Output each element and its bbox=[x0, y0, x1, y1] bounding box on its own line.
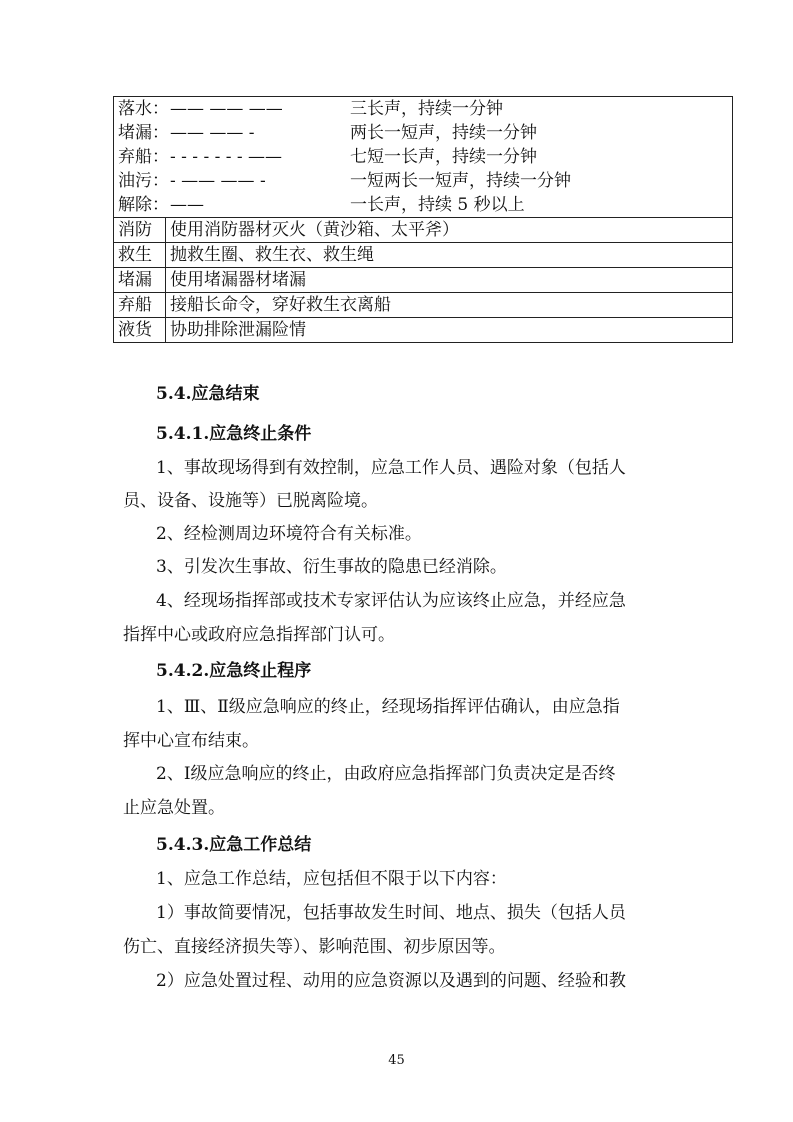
signal-label: 堵漏： bbox=[118, 123, 169, 143]
signal-desc: 两长一短声，持续一分钟 bbox=[350, 123, 537, 143]
section-heading: 5.4.2.应急终止程序 bbox=[156, 661, 312, 681]
paragraph-line: 4、经现场指挥部或技术专家评估认为应该终止应急，并经应急 bbox=[156, 591, 626, 611]
signal-pattern: - —— —— - bbox=[170, 171, 266, 191]
signal-label: 解除： bbox=[118, 195, 169, 215]
action-desc: 抛救生圈、救生衣、救生绳 bbox=[166, 243, 733, 268]
table-row bbox=[114, 243, 733, 268]
action-label: 弃船 bbox=[114, 293, 166, 318]
paragraph-line: 员、设备、设施等）已脱离险境。 bbox=[123, 491, 378, 511]
paragraph-line: 1、事故现场得到有效控制，应急工作人员、遇险对象（包括人 bbox=[156, 458, 626, 478]
paragraph-line: 挥中心宣布结束。 bbox=[123, 731, 259, 751]
action-desc: 协助排除泄漏险情 bbox=[166, 318, 733, 343]
table-row bbox=[114, 268, 733, 293]
action-desc: 使用堵漏器材堵漏 bbox=[166, 268, 733, 293]
signal-pattern: —— bbox=[170, 195, 204, 215]
action-label: 消防 bbox=[114, 218, 166, 243]
signal-pattern: —— —— —— bbox=[170, 99, 283, 119]
signal-desc: 七短一长声，持续一分钟 bbox=[350, 147, 537, 167]
table-row bbox=[114, 293, 733, 318]
signal-row bbox=[118, 97, 728, 121]
signal-row bbox=[118, 169, 728, 193]
signal-table bbox=[113, 96, 733, 343]
signal-label: 弃船： bbox=[118, 147, 169, 167]
paragraph-line: 3、引发次生事故、衍生事故的隐患已经消除。 bbox=[156, 557, 507, 577]
action-desc: 接船长命令，穿好救生衣离船 bbox=[166, 293, 733, 318]
action-desc: 使用消防器材灭火（黄沙箱、太平斧） bbox=[166, 218, 733, 243]
signal-desc: 一短两长一短声，持续一分钟 bbox=[350, 171, 571, 191]
paragraph-line: 1、应急工作总结，应包括但不限于以下内容： bbox=[156, 869, 507, 889]
paragraph-line: 2、经检测周边环境符合有关标准。 bbox=[156, 524, 422, 544]
action-label: 救生 bbox=[114, 243, 166, 268]
paragraph-line: 2、Ⅰ级应急响应的终止，由政府应急指挥部门负责决定是否终 bbox=[156, 764, 616, 784]
paragraph-line: 2）应急处置过程、动用的应急资源以及遇到的问题、经验和教 bbox=[156, 971, 626, 991]
signal-label: 油污： bbox=[118, 171, 169, 191]
paragraph-line: 1、Ⅲ、Ⅱ级应急响应的终止，经现场指挥评估确认，由应急指 bbox=[156, 697, 620, 717]
action-label: 堵漏 bbox=[114, 268, 166, 293]
signal-row bbox=[118, 121, 728, 145]
alarm-signals-cell bbox=[114, 97, 733, 218]
table-row bbox=[114, 318, 733, 343]
section-heading: 5.4.应急结束 bbox=[156, 384, 260, 404]
action-label: 液货 bbox=[114, 318, 166, 343]
table-row bbox=[114, 218, 733, 243]
signal-row bbox=[118, 145, 728, 169]
signal-desc: 三长声，持续一分钟 bbox=[350, 99, 503, 119]
signal-row bbox=[118, 193, 728, 217]
page-number: 45 bbox=[388, 1053, 405, 1068]
signal-desc: 一长声，持续 5 秒以上 bbox=[350, 195, 525, 215]
signal-pattern: —— —— - bbox=[170, 123, 255, 143]
section-heading: 5.4.3.应急工作总结 bbox=[156, 835, 312, 855]
signal-pattern: - - - - - - - —— bbox=[170, 147, 283, 167]
paragraph-line: 止应急处置。 bbox=[123, 798, 225, 818]
paragraph-line: 1）事故简要情况，包括事故发生时间、地点、损失（包括人员 bbox=[156, 903, 626, 923]
paragraph-line: 指挥中心或政府应急指挥部门认可。 bbox=[123, 625, 395, 645]
section-heading: 5.4.1.应急终止条件 bbox=[156, 424, 312, 444]
signal-label: 落水： bbox=[118, 99, 169, 119]
paragraph-line: 伤亡、直接经济损失等）、影响范围、初步原因等。 bbox=[123, 937, 506, 957]
